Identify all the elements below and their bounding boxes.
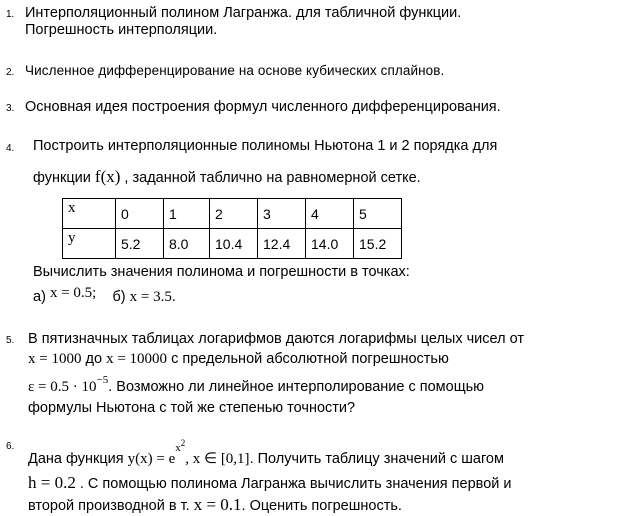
item-6-step-formula: h = 0.2 bbox=[28, 473, 76, 492]
item-4-line-2-pre: функции bbox=[33, 170, 91, 186]
table-cell: 3 bbox=[258, 199, 306, 229]
table-cell: 2 bbox=[210, 199, 258, 229]
point-a-label: а) bbox=[33, 289, 46, 305]
item-5-line-3-post: . Возможно ли линейное интерполирование с помощью bbox=[108, 378, 485, 395]
item-5-line-4: формулы Ньютона с той же степенью точности? bbox=[28, 400, 356, 416]
item-6-line-1 bbox=[28, 438, 504, 468]
item-5-epsilon-formula: ε = 0.5 · 10 bbox=[28, 378, 97, 395]
item-5-formula-2: x = 10000 bbox=[106, 351, 168, 367]
item-5-do: до bbox=[85, 351, 103, 367]
item-4-line-2-post: , заданной таблично на равномерной сетке. bbox=[124, 170, 421, 186]
item-5-number: 5. bbox=[6, 335, 15, 346]
item-6-line-3-pre: второй производной в т. bbox=[28, 498, 190, 514]
table-cell: 8.0 bbox=[164, 229, 210, 259]
function-table bbox=[62, 198, 402, 259]
table-row-y bbox=[63, 229, 402, 259]
item-2-text: Численное дифференцирование на основе кубических сплайнов. bbox=[25, 63, 445, 78]
item-6-function-formula: y(x) = e bbox=[127, 450, 176, 467]
item-6-point-formula: x = 0.1 bbox=[193, 495, 242, 514]
item-5-formula-1: x = 1000 bbox=[28, 351, 82, 367]
table-cell: 10.4 bbox=[210, 229, 258, 259]
item-5-line-2-post: с предельной абсолютной погрешностью bbox=[171, 351, 449, 367]
item-4-number: 4. bbox=[6, 143, 15, 154]
item-1-number: 1. bbox=[6, 9, 15, 20]
item-4-function-formula: f(x) bbox=[94, 167, 121, 186]
item-6-line-1-pre: Дана функция bbox=[28, 450, 124, 467]
item-5-line-1: В пятизначных таблицах логарифмов даются логарифмы целых чисел от bbox=[28, 331, 524, 347]
point-b-formula: x = 3.5. bbox=[129, 289, 176, 305]
item-6-number: 6. bbox=[6, 441, 15, 452]
item-1-line-2: Погрешность интерполяции. bbox=[25, 22, 218, 38]
point-b-label: б) bbox=[112, 289, 126, 305]
item-6-line-1-post: . Получить таблицу значений с шагом bbox=[249, 450, 504, 467]
item-6-exponent-x: x bbox=[175, 442, 181, 454]
item-4-line-1: Построить интерполяционные полиномы Ньютона 1 и 2 порядка для bbox=[33, 138, 498, 154]
item-4-line-3: Вычислить значения полинома и погрешности в точках: bbox=[33, 264, 410, 280]
item-6-domain-formula: , x ∈ [0,1] bbox=[185, 450, 250, 467]
item-4-points bbox=[33, 285, 176, 306]
table-cell: 14.0 bbox=[306, 229, 354, 259]
item-5-exponent: −5 bbox=[96, 374, 109, 386]
table-cell: 12.4 bbox=[258, 229, 306, 259]
table-cell-x-label: x bbox=[63, 199, 116, 229]
item-6-line-3-post: . Оценить погрешность. bbox=[241, 498, 402, 514]
table-cell-y-label: y bbox=[63, 229, 116, 259]
item-3-number: 3. bbox=[6, 103, 15, 114]
point-a-formula: x = 0.5; bbox=[49, 285, 97, 301]
item-6-line-2 bbox=[28, 473, 512, 493]
item-5-line-3 bbox=[28, 376, 484, 396]
table-cell: 5.2 bbox=[116, 229, 164, 259]
item-2-number: 2. bbox=[6, 67, 15, 78]
item-5-line-2 bbox=[28, 351, 449, 368]
table-cell: 15.2 bbox=[354, 229, 402, 259]
table-row-x bbox=[63, 199, 402, 229]
item-3-text: Основная идея построения формул численного дифференцирования. bbox=[25, 99, 501, 115]
item-6-exponent-2: 2 bbox=[180, 438, 186, 448]
table-cell: 1 bbox=[164, 199, 210, 229]
table-cell: 0 bbox=[116, 199, 164, 229]
item-4-line-2 bbox=[33, 167, 421, 187]
item-6-line-2-post: . С помощью полинома Лагранжа вычислить значения первой и bbox=[79, 476, 512, 492]
table-cell: 4 bbox=[306, 199, 354, 229]
item-1-line-1: Интерполяционный полином Лагранжа. для табличной функции. bbox=[25, 5, 462, 21]
item-6-line-3 bbox=[28, 495, 402, 515]
table-cell: 5 bbox=[354, 199, 402, 229]
